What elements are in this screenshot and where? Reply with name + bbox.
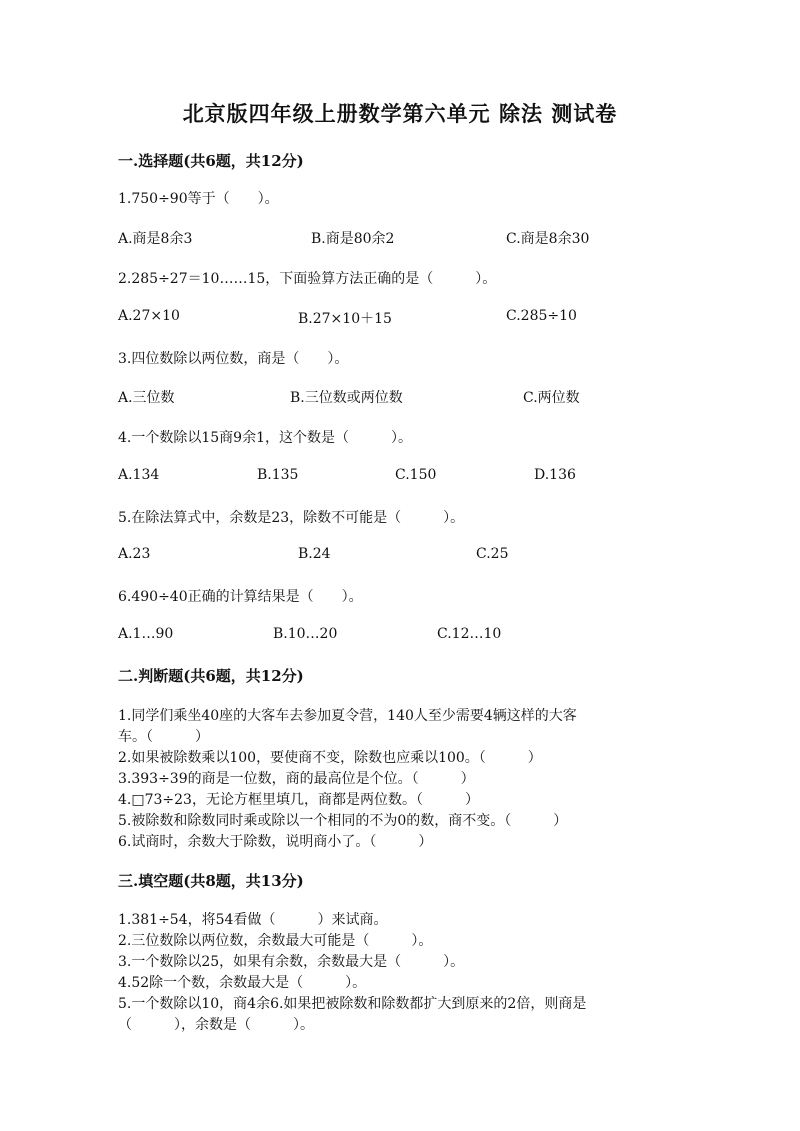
judgement-line-4: 4.□73÷23，无论方框里填几，商都是两位数。（ ） [118, 792, 479, 808]
fill-line-3: 3.一个数除以25，如果有余数，余数最大是（ ）。 [118, 954, 465, 970]
fill-line-1: 1.381÷54，将54看做（ ）来试商。 [118, 912, 388, 928]
section-heading-judgement: 二.判断题(共6题，共12分) [118, 667, 304, 685]
option-4b: B.135 [257, 467, 299, 483]
judgement-line-2: 2.如果被除数乘以100，要使商不变，除数也应乘以100。（ ） [118, 750, 542, 766]
judgement-line-1: 1.同学们乘坐40座的大客车去参加夏令营，140人至少需要4辆这样的大客 [118, 708, 577, 724]
option-3a: A.三位数 [118, 390, 175, 406]
judgement-line-3: 3.393÷39的商是一位数，商的最高位是个位。（ ） [118, 771, 475, 787]
question-1: 1.750÷90等于（ ）。 [118, 191, 279, 207]
judgement-line-6: 6.试商时，余数大于除数，说明商小了。（ ） [118, 834, 433, 850]
question-2: 2.285÷27＝10……15，下面验算方法正确的是（ ）。 [118, 271, 497, 287]
fill-line-4: 4.52除一个数，余数最大是（ ）。 [118, 975, 367, 991]
option-3c: C.两位数 [523, 390, 580, 406]
fill-line-2: 2.三位数除以两位数，余数最大可能是（ ）。 [118, 933, 433, 949]
option-6b: B.10…20 [273, 626, 338, 642]
question-6: 6.490÷40正确的计算结果是（ ）。 [118, 589, 363, 605]
option-5b: B.24 [298, 546, 331, 562]
option-6a: A.1…90 [118, 626, 174, 642]
judgement-line-1-cont: 车。（ ） [118, 729, 209, 745]
option-3b: B.三位数或两位数 [290, 390, 403, 406]
question-4: 4.一个数除以15商9余1，这个数是（ ）。 [118, 430, 412, 446]
option-5a: A.23 [118, 546, 151, 562]
option-6c: C.12…10 [437, 626, 502, 642]
option-2b: B.27×10＋15 [298, 311, 392, 327]
fill-line-5: 5.一个数除以10，商4余6.如果把被除数和除数都扩大到原来的2倍，则商是 [118, 996, 587, 1012]
option-4c: C.150 [395, 467, 437, 483]
option-2c: C.285÷10 [506, 308, 577, 324]
option-2a: A.27×10 [118, 308, 180, 324]
option-1c: C.商是8余30 [506, 231, 590, 247]
section-heading-choice: 一.选择题(共6题，共12分) [118, 152, 304, 170]
question-3: 3.四位数除以两位数，商是（ ）。 [118, 351, 349, 367]
section-heading-fill-in: 三.填空题(共8题，共13分) [118, 872, 304, 890]
page-title: 北京版四年级上册数学第六单元 除法 测试卷 [182, 101, 618, 126]
option-4a: A.134 [118, 467, 160, 483]
option-1b: B.商是80余2 [311, 231, 395, 247]
fill-line-5-cont: （ ），余数是（ ）。 [118, 1017, 314, 1033]
question-5: 5.在除法算式中，余数是23，除数不可能是（ ）。 [118, 510, 465, 526]
option-5c: C.25 [476, 546, 509, 562]
option-4d: D.136 [534, 467, 576, 483]
judgement-line-5: 5.被除数和除数同时乘或除以一个相同的不为0的数，商不变。（ ） [118, 813, 568, 829]
option-1a: A.商是8余3 [118, 231, 193, 247]
